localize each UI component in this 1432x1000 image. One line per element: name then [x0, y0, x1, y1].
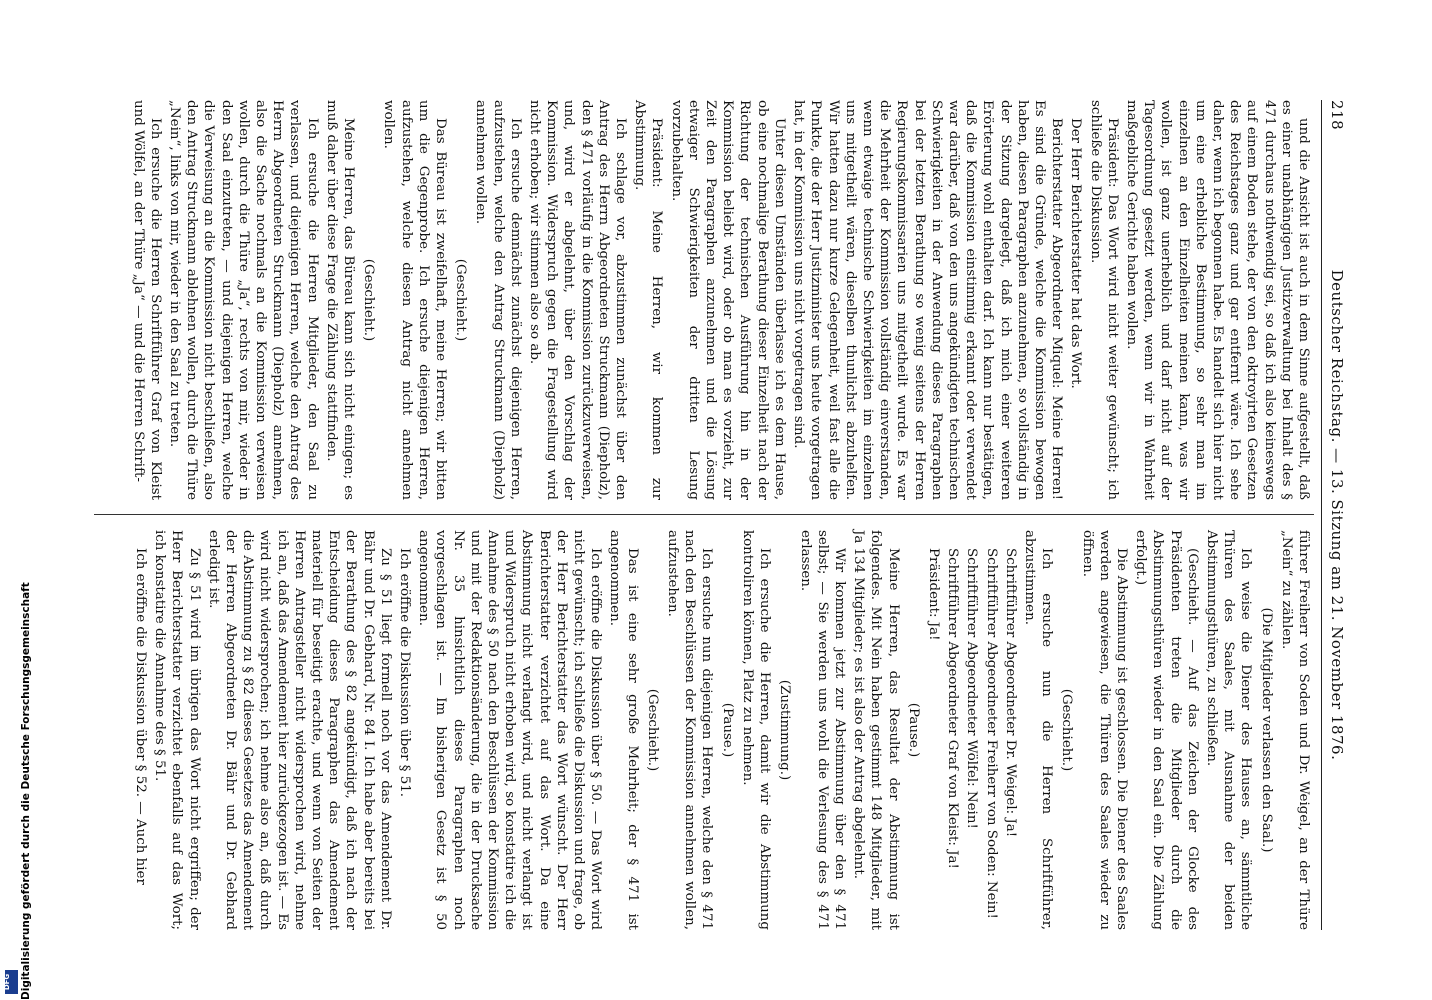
paragraph: Schriftführer Abgeordneter Graf von Kleist: Ja! — [945, 548, 961, 869]
paragraph: Ich ersuche die Herren Schriftführer Graf von Kleist und Wölfel, an der Thüre „Ja“ — und die Herren Schrift- — [130, 100, 163, 500]
column-divider — [94, 514, 1314, 515]
paragraph: (Pause.) — [719, 702, 735, 758]
paragraph: Das Büreau ist zweifelhaft, meine Herren; wir bitten um die Gegenprobe. Ich ersuche diejenigen Herren, aufzustehen, welche diesen Antrag nicht annehmen wollen. — [381, 100, 449, 500]
paragraph: Präsident: Das Wort wird nicht weiter gewünscht; ich schließe die Diskussion. — [1087, 100, 1120, 500]
paragraph: Der Herr Berichterstatter hat das Wort. — [1068, 118, 1084, 389]
paragraph: und die Ansicht ist auch in dem Sinne aufgestellt, daß es einer unabhängigen Justizverwaltung bei Inhalt des § 471 durchaus nothwendig sei, so daß ich also keineswegs auf einem Boden stehe, der von den oktroyirten Gesetzen des Reichstages ganz und gar entfernt wäre. Ich sehe daher, wenn ich begonnen habe. Es handelt sich hier nicht um eine erhebliche Bestimmung, so sehr man im einzelnen an den Einzelheiten meinen kann, was wir wollen, ist ganz unerheblich und darf nicht auf der Tagesordnung gesetzt werden, wenn wir in Wahrheit maßgebliche Gerichte haben wollen. — [1123, 100, 1311, 500]
page-header — [1324, 100, 1346, 930]
paragraph: Zu § 51 liegt formell noch vor das Amendement Dr. Bähr und Dr. Gebhard, Nr. 84 I. Ich habe aber bereits bei der Berathung des § 82 angekündigt, daß ich nach der Entscheidung dieses Paragraphen das Amendement materiell für beseitigt erachte, und wenn von Seiten der Herren Antragsteller nicht widersprochen wird, nehme ich an, daß das Amendement hier zurückgezogen ist. — Es wird nicht widersprochen; ich nehme also an, daß durch die Abstimmung zu § 82 dieses Gesetzes das Amendement der Herren Abgeordneten Dr. Bähr und Dr. Gebhard erledigt ist. — [205, 530, 393, 930]
paragraph: Die Abstimmung ist geschlossen. Die Diener des Saales werden angewiesen, die Thüren des Saales wieder zu öffnen. — [1079, 530, 1129, 930]
paragraph: (Geschieht.) — [1059, 688, 1075, 772]
running-title: Deutscher Reichstag. — 13. Sitzung am 21. November 1876. — [1328, 269, 1346, 761]
paragraph: führer Freiherr von Soden und Dr. Weigel, an der Thüre „Nein“ zu zählen. — [1278, 530, 1311, 930]
paragraph: (Geschieht.) — [361, 258, 377, 342]
paragraph: Präsident: Meine Herren, wir kommen zur Abstimmung. — [632, 100, 665, 500]
paragraph: Ich schlage vor, abzustimmen zunächst über den Antrag des Herrn Abgeordneten Struckmann (Diepholz), den § 471 vorläufig in die Kommission zurückzuverweisen, und, wird er abgelehnt, über den Vorschlag der Kommission. Widerspruch gegen die Fragestellung wird nicht erhoben; wir stimmen also so ab. — [527, 100, 629, 500]
right-column — [130, 530, 1312, 930]
paragraph: Ich ersuche demnächst zunächst diejenigen Herren, aufzustehen, welche den Antrag Struckmann (Diepholz) annehmen wollen. — [473, 100, 523, 500]
paragraph: Meine Herren, das Resultat der Abstimmung ist folgendes. Mit Nein haben gestimmt 148 Mitglieder, mit Ja 134 Mitglieder; es ist also der Antrag abgelehnt. — [851, 530, 901, 930]
credit-text: Digitalisierung gefördert durch die Deutsche Forschungsgemeinschaft — [20, 582, 32, 1000]
paragraph: Das ist eine sehr große Mehrheit; der § 471 ist angenommen. — [607, 530, 640, 930]
left-column — [127, 100, 1312, 500]
paragraph: Ich ersuche die Herren, damit wir die Abstimmung kontroliren können, Platz zu nehmen. — [739, 530, 773, 930]
paragraph: Unter diesen Umständen überlasse ich es dem Hause, ob eine nochmalige Berathung dieser Einzelheit nach der Richtung der technischen Ausführung hin in der Kommission beliebt wird, oder ob man es vorzieht, zur Zeit den Paragraphen anzunehmen und die Lösung etwaiger Schwierigkeiten der dritten Lesung vorzubehalten. — [668, 100, 787, 500]
paragraph: Ich ersuche nun diejenigen Herren, welche den § 471 nach den Beschlüssen der Kommission annehmen wollen, aufzustehen. — [665, 530, 715, 930]
paragraph: (Geschieht.) — [453, 258, 469, 342]
paragraph: Präsident: Ja! — [925, 548, 941, 641]
paragraph: Ich weise die Diener des Hauses an, sämmtliche Thüren des Saales, mit Ausnahme der beiden Abstimmungsthüren, zu schließen. — [1203, 530, 1254, 930]
header-rule — [1321, 100, 1322, 930]
paragraph: Ich ersuche die Herren Mitglieder, den Saal zu verlassen, und diejenigen Herren, welche den Antrag des Herrn Abgeordneten Struckmann (Diepholz) annehmen, also die Sache nochmals an die Kommission verweisen wollen, durch die Thüre „Ja“, rechts von mir, wieder in den Saal einzutreten, — und diejenigen Herren, welche die Verweisung an die Kommission nicht beschließen, also den Antrag Struckmann ablehnen wollen, durch die Thüre „Nein“, links von mir, wieder in den Saal zu treten. — [167, 100, 320, 500]
paragraph: (Geschieht. — Auf das Zeichen der Glocke des Präsidenten treten die Mitglieder durch die Abstimmungsthüren wieder in den Saal ein. Die Zählung erfolgt.) — [1133, 530, 1200, 930]
paragraph: Ich eröffne die Diskussion über § 52. — Auch hier — [133, 548, 148, 885]
paragraph: Zu § 51 wird im übrigen das Wort nicht ergriffen; der Herr Berichterstatter verzichtet ebenfalls auf das Wort; ich konstatire die Annahme des § 51. — [152, 530, 202, 930]
paragraph: (Pause.) — [905, 702, 921, 758]
paragraph: Ich eröffne die Diskussion über § 50. — Das Wort wird nicht gewünscht; ich schließe die Diskussion und frage, ob der Herr Berichterstatter das Wort wünscht. Der Herr Berichterstatter verzichtet auf das Wort. Da eine Abstimmung nicht verlangt wird, und nicht verlangt ist und Widerspruch nicht erhoben wird, so konstatire ich die Annahme des § 50 nach den Beschlüssen der Kommission und mit der Redaktionsänderung, die in der Drucksache Nr. 35 hinsichtlich dieses Paragraphen noch vorgeschlagen ist. — Im bisherigen Gesetz ist § 50 angenommen. — [416, 530, 604, 930]
paragraph: Ich eröffne die Diskussion über § 51. — [397, 548, 413, 798]
page-number: 218 — [1328, 100, 1346, 131]
dfg-logo-text: DFG — [3, 973, 12, 991]
paragraph: Schriftführer Abgeordneter Freiherr von Soden: Nein! — [983, 548, 999, 919]
paragraph: (Zustimmung.) — [777, 679, 793, 781]
paragraph: Schriftführer Abgeordneter Dr. Weigel: Ja! — [1002, 548, 1018, 838]
dfg-logo — [5, 970, 18, 994]
paragraph: Ich ersuche nun die Herren Schriftführer, abzustimmen. — [1021, 530, 1055, 930]
digitization-credit — [2, 570, 32, 1000]
paragraph: Meine Herren, das Büreau kann sich nicht einigen; es muß daher über diese Frage die Zählung stattfinden. — [323, 100, 357, 500]
paragraph: (Die Mitglieder verlassen den Saal.) — [1258, 607, 1274, 853]
paragraph: Wir kommen jetzt zur Abstimmung über den § 471 selbst; — Sie werden uns wohl die Verlesung des § 471 erlassen. — [797, 530, 847, 930]
paragraph: Schriftführer Abgeordneter Wölfel: Nein! — [964, 548, 980, 829]
paragraph: Berichterstatter Abgeordneter Miquel: Meine Herren! Es sind die Gründe, welche die Kommission bewogen haben, diesen Paragraphen anzunehmen, so vollständig in der Sitzung dargelegt, daß ich mich einer weiteren Erörterung wohl enthalten darf. Ich kann nur bestätigen, daß die Kommission einstimmig erkannt oder verwendet war darüber, daß von den uns angekündigten technischen Schwierigkeiten in der Anwendung dieses Paragraphen bei der letzten Berathung so wenig seitens der Herren Regierungskommissarien uns mitgetheilt wurde. Es war die Mehrheit der Kommission vollständig einverstanden, wenn etwaige technische Schwierigkeiten im einzelnen uns mitgetheilt wären, dieselben thunlichst abzuhelfen. Wir hatten dazu nur kurze Gelegenheit, weil fast alle die Punkte, die der Herr Justizminister uns heute vorgetragen hat, in der Kommission uns nicht vorgetragen sind. — [791, 100, 1065, 500]
paragraph: (Geschieht.) — [644, 688, 660, 772]
